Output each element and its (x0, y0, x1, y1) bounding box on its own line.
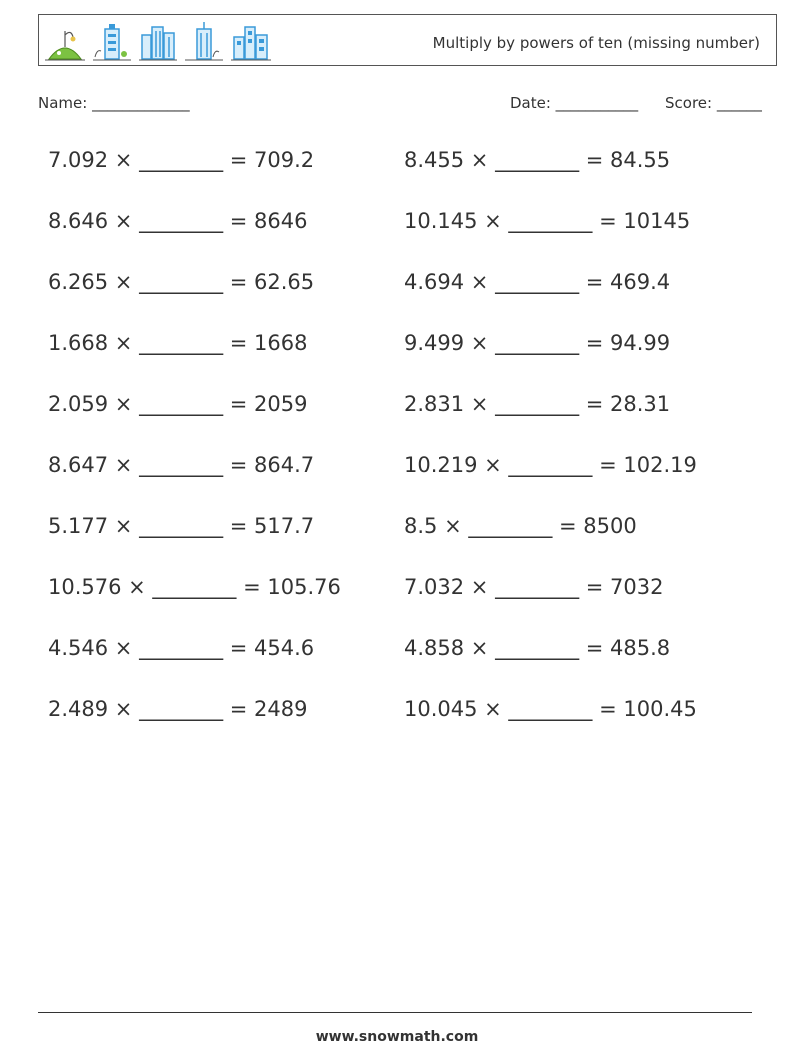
problem-row (0, 323, 794, 384)
buildings-icon (139, 21, 177, 61)
problem-item: 10.576 × ________ = 105.76 (48, 575, 341, 599)
plant-icon (45, 25, 85, 61)
problem-item: 8.646 × ________ = 8646 (48, 209, 308, 233)
problem-row (0, 201, 794, 262)
footer-divider (38, 1012, 752, 1013)
worksheet-title: Multiply by powers of ten (missing number) (432, 34, 760, 52)
problem-item: 2.831 × ________ = 28.31 (404, 392, 671, 416)
problem-row (0, 689, 794, 750)
problem-item: 10.219 × ________ = 102.19 (404, 453, 697, 477)
problem-grid (0, 140, 794, 750)
problem-item: 2.489 × ________ = 2489 (48, 697, 308, 721)
name-field: Name: _____________ (38, 94, 190, 112)
problem-item: 4.858 × ________ = 485.8 (404, 636, 671, 660)
problem-row (0, 445, 794, 506)
score-field: Score: ______ (665, 94, 762, 112)
problem-item: 7.092 × ________ = 709.2 (48, 148, 315, 172)
problem-item: 8.5 × ________ = 8500 (404, 514, 637, 538)
problem-item: 9.499 × ________ = 94.99 (404, 331, 671, 355)
tower-icon (185, 21, 223, 61)
problem-item: 6.265 × ________ = 62.65 (48, 270, 315, 294)
date-field: Date: ___________ (510, 94, 639, 112)
problem-row (0, 140, 794, 201)
problem-row (0, 384, 794, 445)
problem-item: 2.059 × ________ = 2059 (48, 392, 308, 416)
problem-item: 1.668 × ________ = 1668 (48, 331, 308, 355)
problem-item: 7.032 × ________ = 7032 (404, 575, 664, 599)
problem-row (0, 506, 794, 567)
problem-item: 5.177 × ________ = 517.7 (48, 514, 315, 538)
problem-item: 4.546 × ________ = 454.6 (48, 636, 315, 660)
problem-row (0, 262, 794, 323)
problem-item: 4.694 × ________ = 469.4 (404, 270, 671, 294)
problem-item: 10.045 × ________ = 100.45 (404, 697, 697, 721)
footer-site: www.snowmath.com (315, 1029, 479, 1045)
problem-item: 10.145 × ________ = 10145 (404, 209, 691, 233)
problem-row (0, 567, 794, 628)
worksheet-header (38, 14, 777, 66)
building-icon (93, 21, 131, 61)
problem-item: 8.647 × ________ = 864.7 (48, 453, 315, 477)
header-icons (45, 21, 271, 61)
problem-row (0, 628, 794, 689)
problem-item: 8.455 × ________ = 84.55 (404, 148, 671, 172)
city-icon (231, 21, 271, 61)
